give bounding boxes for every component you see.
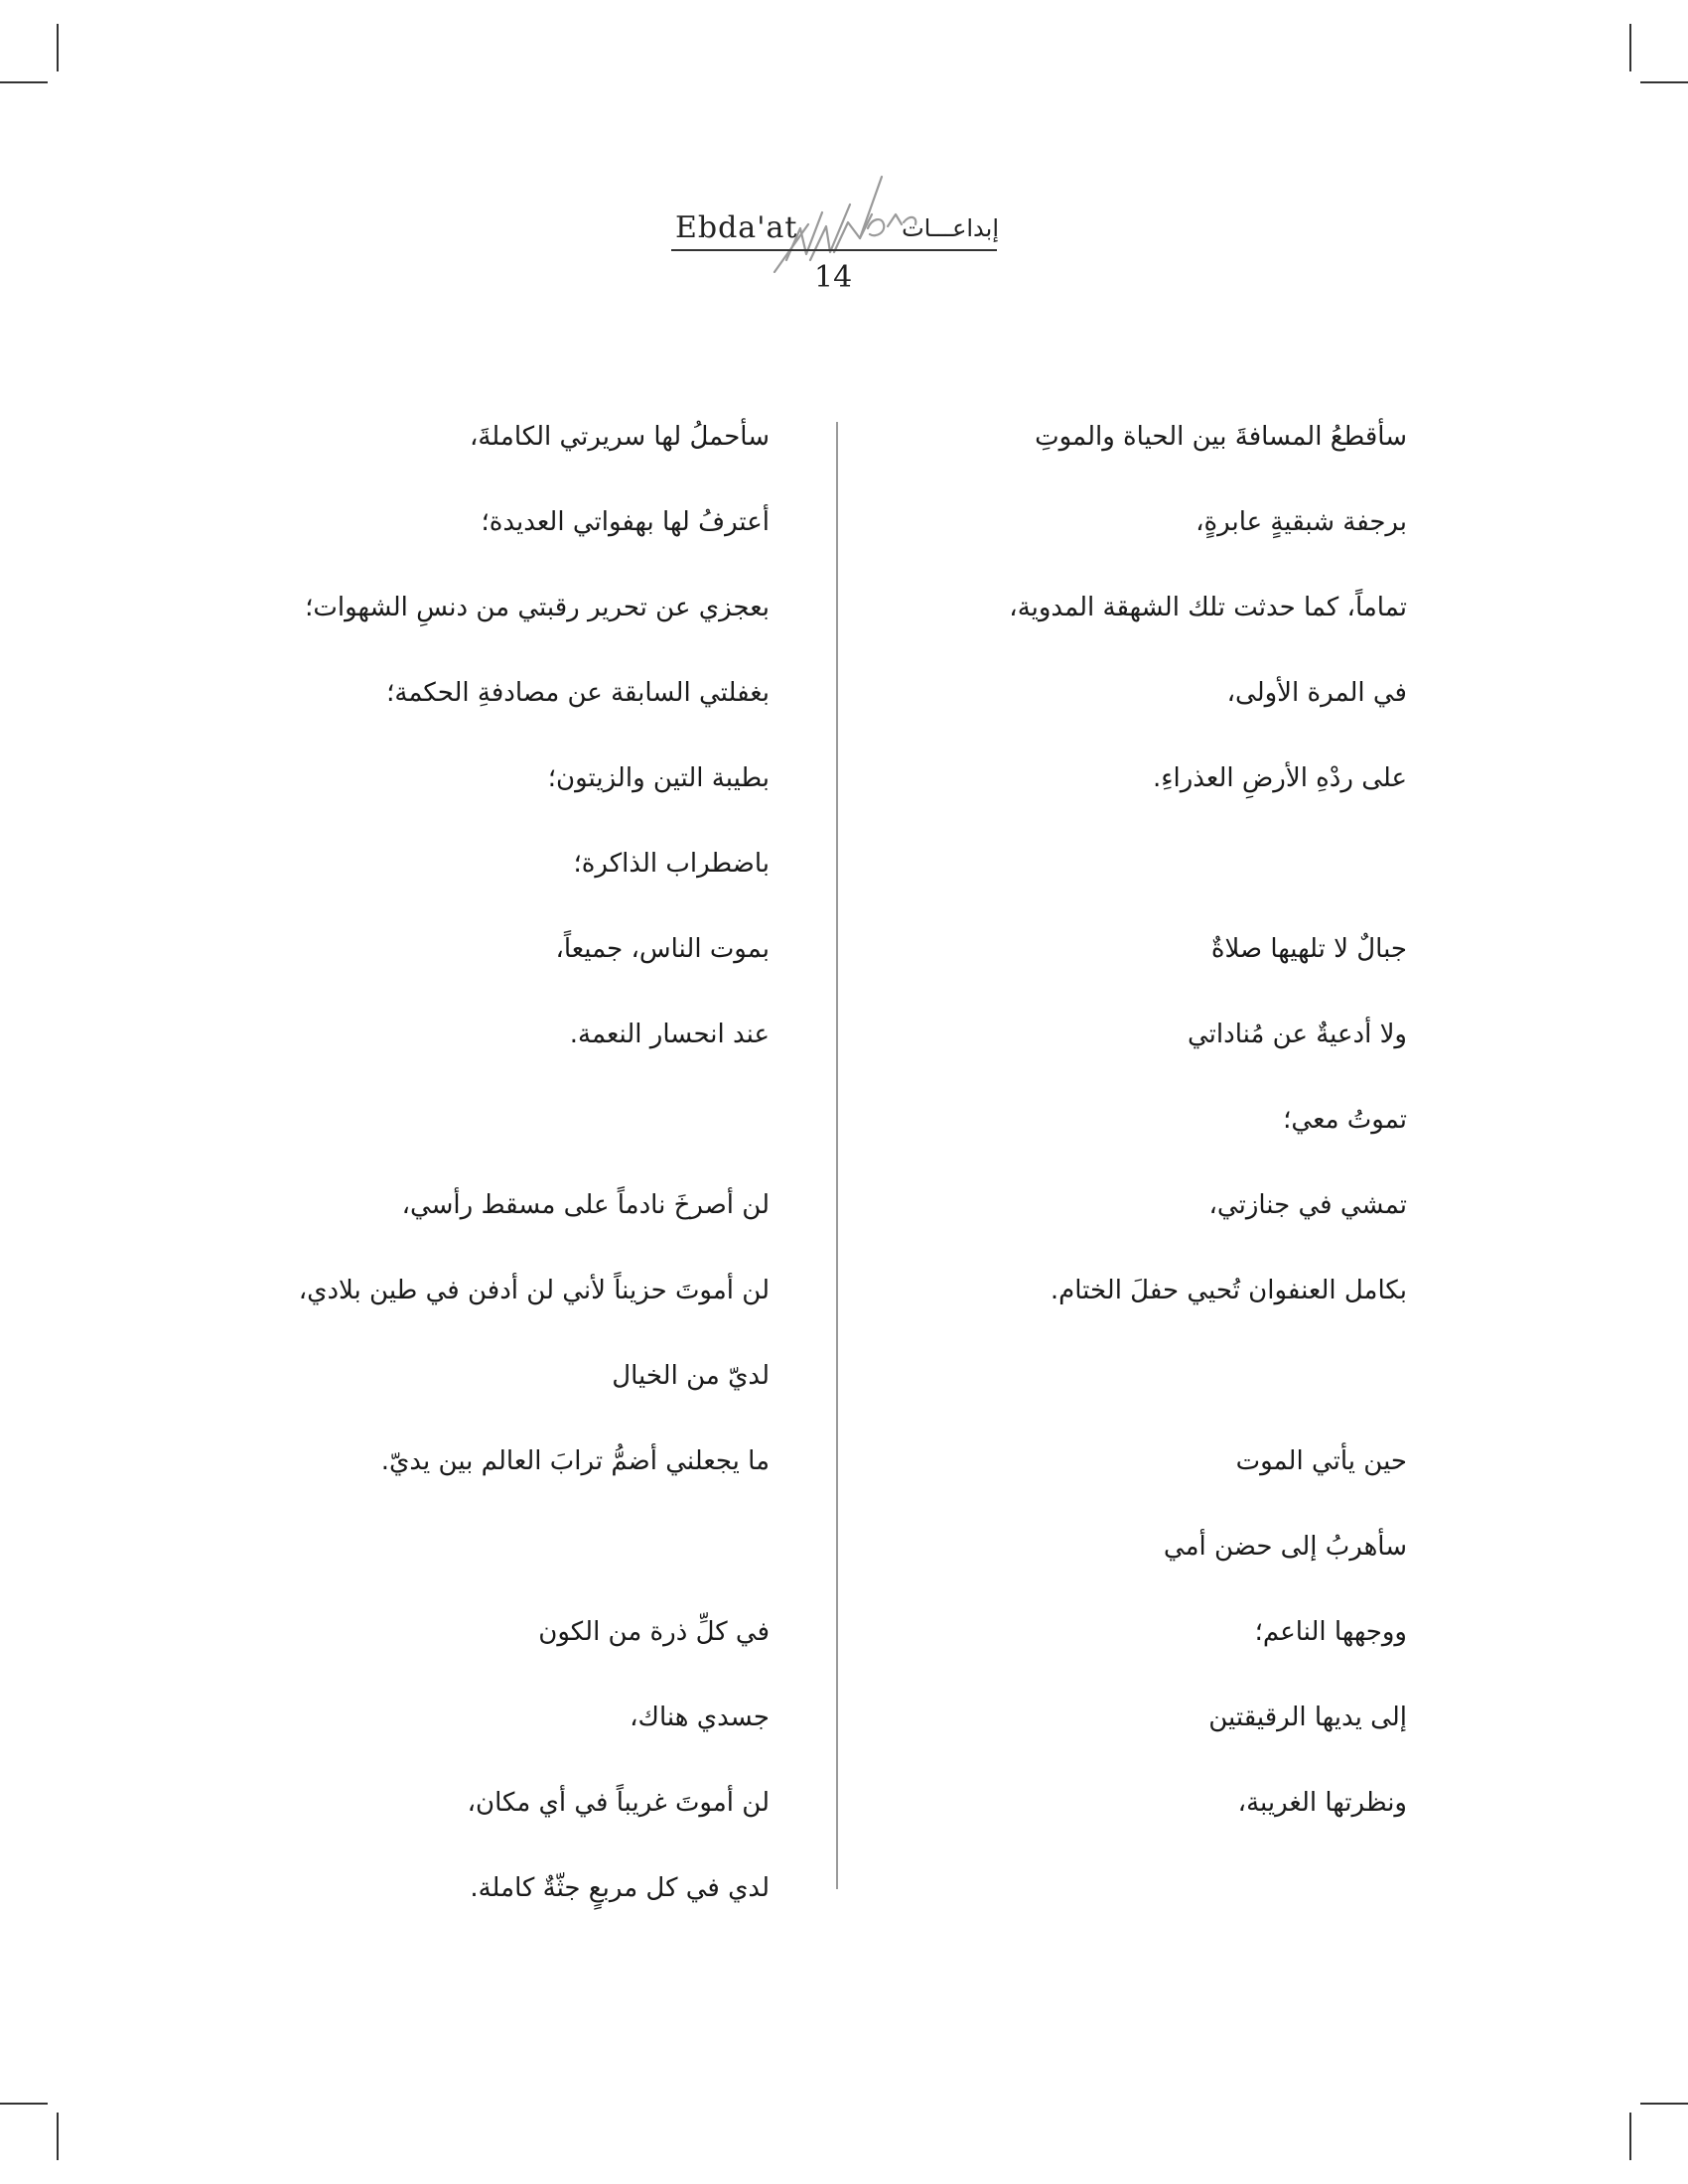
poem-line: برجفة شبقيةٍ عابرةٍ، xyxy=(1196,507,1407,537)
poem-line: أعترفُ لها بهفواتي العديدة؛ xyxy=(481,507,770,537)
poem-line: بطيبة التين والزيتون؛ xyxy=(547,763,770,793)
poem-line: جسدي هناك، xyxy=(630,1703,770,1732)
poem-line: بموت الناس، جميعاً، xyxy=(555,934,770,964)
header-latin-title: Ebda'at xyxy=(675,210,798,245)
poem-line: تمشي في جنازتي، xyxy=(1208,1190,1407,1220)
poem-line: بغفلتي السابقة عن مصادفةِ الحكمة؛ xyxy=(386,678,770,708)
poem-line: سأحملُ لها سريرتي الكاملةَ، xyxy=(469,422,770,452)
header-rule xyxy=(671,249,997,251)
header-arabic-title: إبداعـــات xyxy=(902,214,999,242)
poem-line: تموتُ معي؛ xyxy=(1283,1105,1407,1135)
poem-line: ولا أدعيةٌ عن مُناداتي xyxy=(1188,1020,1407,1049)
crop-mark xyxy=(0,2103,48,2105)
poem-line: ووجهها الناعم؛ xyxy=(1254,1617,1407,1647)
poem-line: إلى يديها الرقيقتين xyxy=(1208,1703,1407,1732)
poem-line: بكامل العنفوان تُحيي حفلَ الختام. xyxy=(1050,1276,1407,1305)
poem-line: حين يأتي الموت xyxy=(1235,1446,1407,1476)
crop-mark xyxy=(1640,81,1688,83)
poem-line: عند انحسار النعمة. xyxy=(569,1020,770,1049)
crop-mark xyxy=(1640,2103,1688,2105)
poem-line: باضطراب الذاكرة؛ xyxy=(573,849,770,879)
crop-mark xyxy=(0,81,48,83)
poem-line: في المرة الأولى، xyxy=(1226,678,1407,708)
poem-line: على ردْهِ الأرضِ العذراءِ. xyxy=(1153,763,1407,793)
column-divider xyxy=(836,422,838,1889)
poem-line: ما يجعلني أضمُّ ترابَ العالم بين يديّ. xyxy=(380,1446,770,1476)
crop-mark xyxy=(1629,2113,1631,2160)
poem-line: ونظرتها الغريبة، xyxy=(1237,1788,1407,1818)
poem-line: تماماً، كما حدثت تلك الشهقة المدوية، xyxy=(1009,593,1407,622)
poem-line: سأهربُ إلى حضن أمي xyxy=(1163,1532,1407,1562)
poem-line: سأقطعُ المسافةَ بين الحياة والموتِ xyxy=(1035,422,1407,452)
crop-mark xyxy=(1629,24,1631,71)
page-number: 14 xyxy=(814,260,853,295)
poem-line: بعجزي عن تحرير رقبتي من دنسِ الشهوات؛ xyxy=(305,593,770,622)
poem-line: لن أموتَ حزيناً لأني لن أدفن في طين بلادي، xyxy=(298,1276,770,1305)
poem-line: لديّ من الخيال xyxy=(612,1361,770,1391)
poem-line: لن أصرخَ نادماً على مسقط رأسي، xyxy=(401,1190,770,1220)
poem-line: لن أموتَ غريباً في أي مكان، xyxy=(467,1788,770,1818)
crop-mark xyxy=(57,24,59,71)
poem-line: لدي في كل مربعٍ جثّةٌ كاملة. xyxy=(470,1873,770,1903)
poem-line: جبالٌ لا تلهيها صلاةٌ xyxy=(1210,934,1407,964)
poem-line: في كلِّ ذرة من الكون xyxy=(538,1617,770,1647)
crop-mark xyxy=(57,2113,59,2160)
